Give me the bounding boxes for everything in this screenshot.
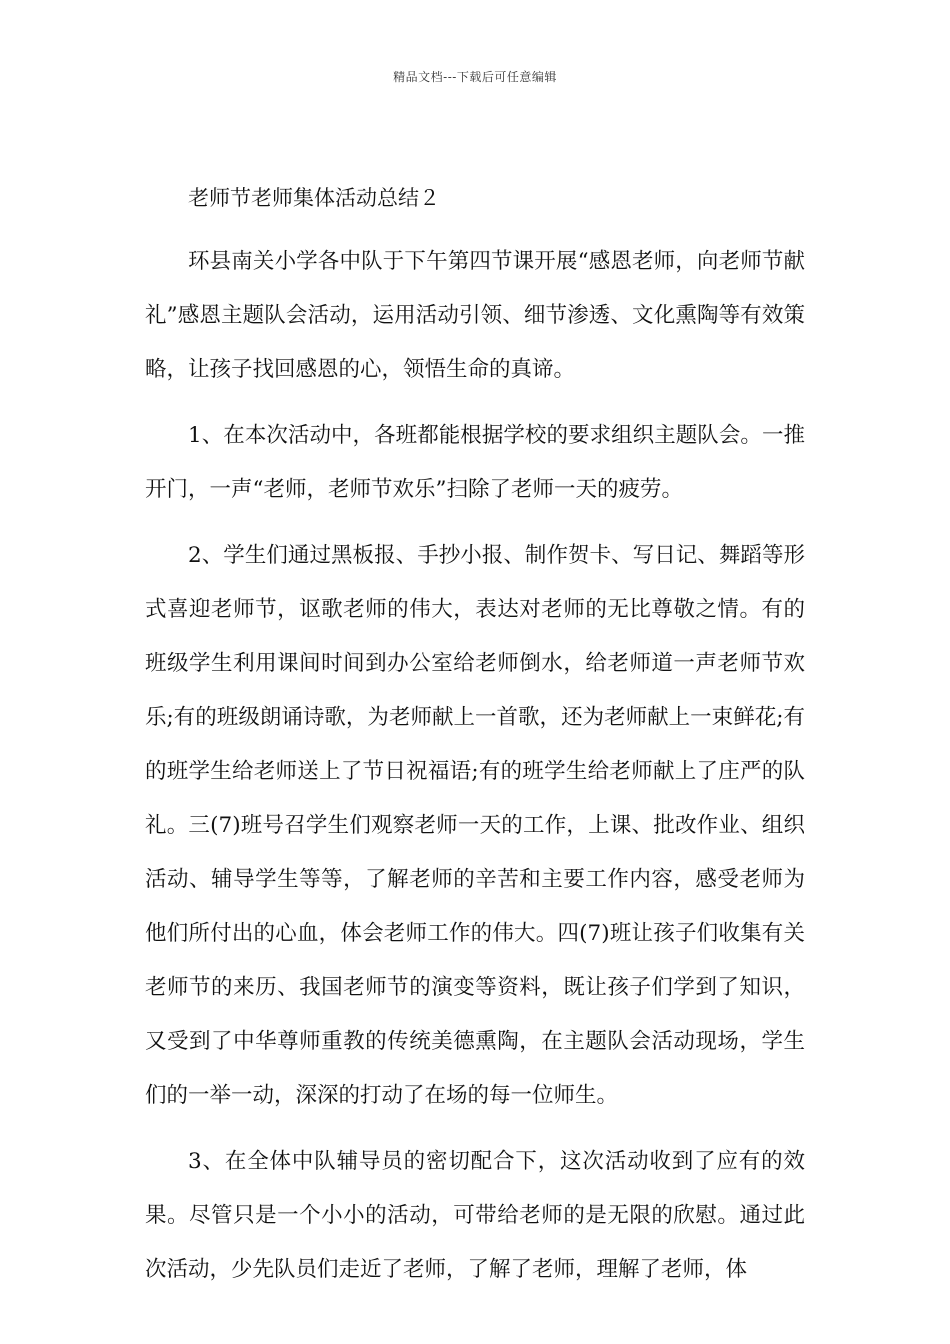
paragraph-2: 2、学生们通过黑板报、手抄小报、制作贺卡、写日记、舞蹈等形式喜迎老师节，讴歌老师的伟大，表达对老师的无比尊敬之情。有的班级学生利用课间时间到办公室给老师倒水，给老师道一声老师节欢乐;有的班级朗诵诗歌，为老师献上一首歌，还为老师献上一束鲜花;有的班学生给老师送上了节日祝福语;有的班学生给老师献上了庄严的队礼。三(7)班号召学生们观察老师一天的工作，上课、批改作业、组织活动、辅导学生等等，了解老师的辛苦和主要工作内容，感受老师为他们所付出的心血，体会老师工作的伟大。四(7)班让孩子们收集有关老师节的来历、我国老师节的演变等资料，既让孩子们学到了知识，又受到了中华尊师重教的传统美德熏陶，在主题队会活动现场，学生们的一举一动，深深的打动了在场的每一位师生。 <box>145 543 805 1108</box>
paragraph-1: 1、在本次活动中，各班都能根据学校的要求组织主题队会。一推开门，一声“老师，老师节欢乐”扫除了老师一天的疲劳。 <box>145 423 805 502</box>
document-title: 老师节老师集体活动总结２ <box>188 186 440 210</box>
paragraph-intro: 环县南关小学各中队于下午第四节课开展“感恩老师，向老师节献礼”感恩主题队会活动，运用活动引领、细节渗透、文化熏陶等有效策略，让孩子找回感恩的心，领悟生命的真谛。 <box>145 249 805 382</box>
document-body <box>145 178 805 1309</box>
page-header: 精品文档---下载后可任意编辑 <box>393 70 557 84</box>
paragraph-3: 3、在全体中队辅导员的密切配合下，这次活动收到了应有的效果。尽管只是一个小小的活动，可带给老师的是无限的欣慰。通过此次活动，少先队员们走近了老师，了解了老师，理解了老师，体 <box>145 1149 805 1282</box>
